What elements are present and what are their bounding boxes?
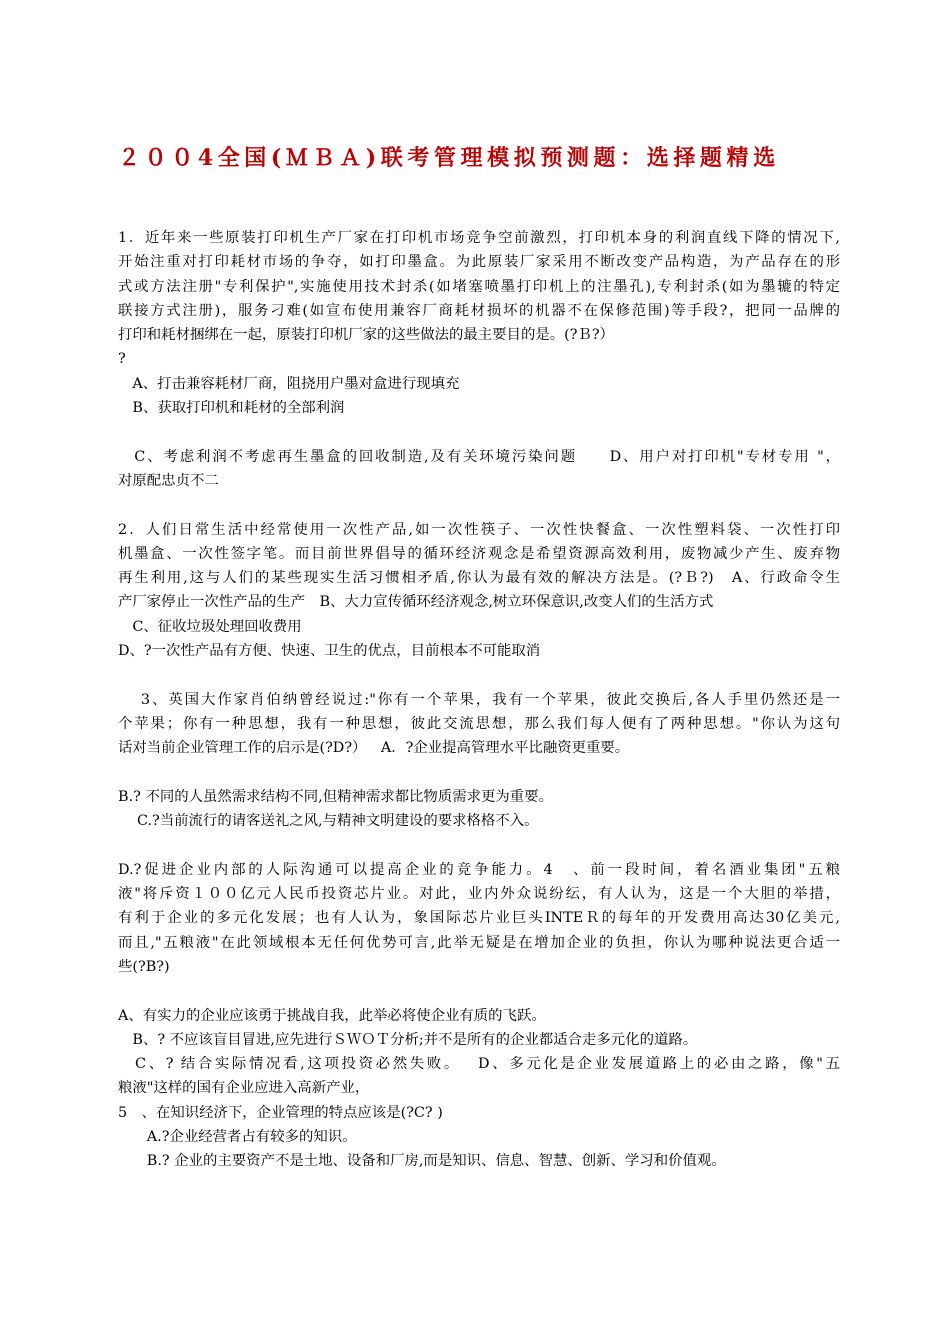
text-line: ﻿? [118,351,126,368]
text-line: A、打击兼容耗材厂商，阻挠用户墨对盒进行现填充 [118,375,460,392]
text-line: 联接方式注册)，服务刁难(如宣布使用兼容厂商耗材损坏的机器不在保修范围)等手段?，把同一品牌的 [118,302,840,319]
text-line: 个苹果；你有一种思想，我有一种思想，彼此交流思想，那么我们每人便有了两种思想。"你认为这句 [118,715,840,732]
text-line: 液"将斥资１００亿元人民币投资芯片业。对此，业内外众说纷纭，有人认为，这是一个大胆的举措， [118,886,840,903]
paragraph-gap [118,761,840,785]
text-line: 式或方法注册"专利保护",实施使用技术封杀(如堵塞喷墨打印机上的注墨孔),专利封杀(如为墨辘的特定 [118,278,840,295]
text-line: 2．人们日常生活中经常使用一次性产品,如一次性筷子、一次性快餐盒、一次性塑料袋、一次性打印 [118,521,840,538]
paragraph-gap [118,979,840,1003]
text-line: B.? 不同的人虽然需求结构不同,但精神需求都比物质需求更为重要。 [118,788,553,805]
text-line: 1．近年来一些原装打印机生产厂家在打印机市场竞争空前激烈，打印机本身的利润直线下降的情况下, [118,230,840,246]
text-line: ﻿ B、? 不应该盲目冒进,应先进行ＳＷＯＴ分析;并不是所有的企业都适合走多元化的道路。 [118,1031,698,1048]
text-line: 3、英国大作家肖伯纳曾经说过:"你有一个苹果，我有一个苹果，彼此交换后,各人手里仍然还是一 [118,691,840,708]
paragraph-gap [118,663,840,687]
text-line: ﻿ C、? 结合实际情况看,这项投资必然失败。﻿﻿ D、多元化是企业发展道路上的必由之路，像"五 [118,1056,840,1073]
text-line: 产厂家停止一次性产品的生产﻿﻿ B、大力宣传循环经济观念,树立环保意识,改变人们的生活方式 [118,594,714,611]
text-line: ﻿ B、获取打印机和耗材的全部利润 [118,400,345,417]
text-line: ﻿ C、征收垃圾处理回收费用 [118,618,302,635]
paragraph-gap [118,833,840,857]
text-line: A.?企业经营者占有较多的知识。﻿ [118,1128,357,1145]
text-line: 而且,"五粮液"在此领域根本无任何优势可言,此举无疑是在增加企业的负担，你认为哪种说法更合适一 [118,934,840,951]
text-line: B.? 企业的主要资产不是土地、设备和厂房,而是知识、信息、智慧、创新、学习和价值观。 [118,1153,726,1170]
text-line: ﻿D、?一次性产品有方便、快速、卫生的优点，目前根本不可能取消 [118,643,541,660]
text-line: D.?促进企业内部的人际沟通可以提高企业的竞争能力。4 ﻿﻿、前一段时间，着名酒业集团"五粮 [118,861,840,878]
text-line: 打印和耗材捆绑在一起，原装打印机厂家的这些做法的最主要目的是。(?Ｂ?） [118,327,614,344]
paragraph-gap [118,420,840,444]
text-line: 开始注重对打印耗材市场的争夺，如打印墨盒。为此原装厂家采用不断改变产品构造，为产品存在的形 [118,254,840,271]
text-line: C、考虑利润不考虑再生墨盒的回收制造,及有关环境污染问题﻿﻿ D、用户对打印机"专材专用 "， [118,448,840,465]
text-line: 对原配忠贞不二 [118,472,219,489]
text-line: 机墨盒、一次性签字笔。而目前世界倡导的循环经济观念是希望资源高效利用，废物减少产生、废弃物 [118,545,840,562]
text-line: 5 ﻿、在知识经济下，企业管理的特点应该是(?C? )﻿ [118,1104,443,1121]
text-line: ﻿ C.?当前流行的请客送礼之风,与精神文明建设的要求格格不入。 [118,813,539,830]
text-line: 再生利用,这与人们的某些现实生活习惯相矛盾,你认为最有效的解决方法是。(?Ｂ?)﻿﻿ A、行政命令生 [118,570,840,587]
text-line: 粮液"这样的国有企业应进入高新产业， [118,1080,370,1097]
text-line: 些(?B?) [118,958,170,975]
text-line: 话对当前企业管理工作的启示是(?D?）﻿﻿ A．?企业提高管理水平比融资更重要。 [118,740,630,757]
paragraph-gap [118,493,840,517]
document-body [118,226,840,1174]
text-line: 有利于企业的多元化发展；也有人认为，象国际芯片业巨头INTEＲ的每年的开发费用高达30亿美元, [118,910,840,927]
document-title: ２００4全国(ＭＢＡ)联考管理模拟预测题：选择题精选 [118,145,780,171]
text-line: A、有实力的企业应该勇于挑战自我，此举必将使企业有质的飞跃。 [118,1007,546,1024]
